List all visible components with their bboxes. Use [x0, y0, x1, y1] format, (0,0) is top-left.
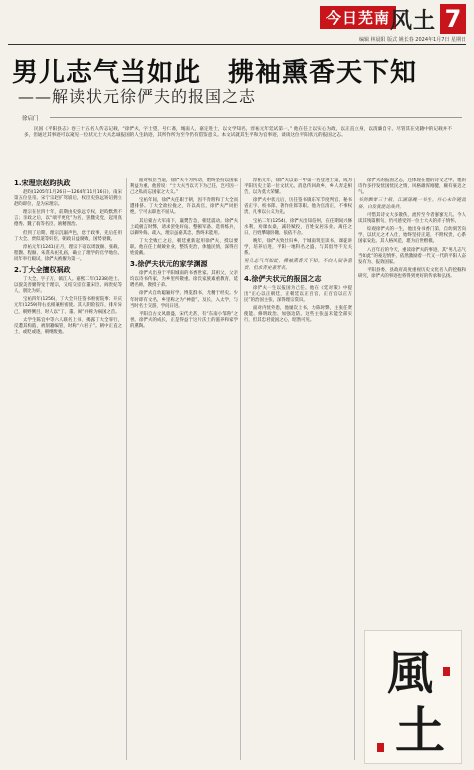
- paragraph: 淳祐元年(1241)正月，理宗下诏以周敦颐、张载、程颢、程颐、朱熹从祀孔庙，确立了理学的官学地位。同年举行殿试，徐俨夫被擢为第一。: [14, 244, 122, 262]
- lede-paragraph: 民国《平阳县志》卷三十五名人传志记载，“徐俨夫，字士望，号仁斋，城南人，嘉定进士，以文学知名，淳祐元年廷试第一。” 他在任上以实心为政，以正直立身，以清廉自守。尽管其在史籍中的记载并不多，但通过其事迹可以窥见一位状元士大夫忠诚报国的人生轨迹，其所作所为至今仍有借鉴意义。本文试就其生平和为官事迹，谈谈这位平阳状元的报国之志。: [24, 127, 452, 139]
- column-divider: [240, 178, 241, 760]
- column-2: [130, 178, 238, 760]
- poem-quote: [358, 198, 466, 211]
- paragraph: 宝祐四年(1256)，丁大全升任签书枢密院事；开庆元年(1259)拜右丞相兼枢密使。其人阴险狡诈，排斥异己，朝野侧目，时人以“丁、董、阎”并称为祸国之首。: [14, 297, 122, 315]
- paragraph: 晚年，徐俨夫致仕归乡，于城南筑室读书，课徒讲学，培养后进，平阳一地科名之盛，与其倡导不无关系。: [244, 238, 352, 257]
- paragraph: 平阳县委、县政府高度重视历史文化名人的挖掘和研究，徐俨夫的事迹也将得到更好的传承和弘扬。: [358, 267, 466, 279]
- paragraph: 徐俨夫自幼聪颖好学，博览群书，尤精于经史。少年时即有文名，乡里称之为“神童”。及长，入太学，与当时名士交游，学问日进。: [130, 291, 238, 309]
- section-heading: 1.宋理宗赵昀执政: [14, 179, 71, 187]
- paragraph: 淳祐元年，徐俨夫以第一甲第一名登进士第，成为平阳历史上第一位文状元。消息传回故乡，乡人奔走相告，以为莫大荣耀。: [244, 178, 352, 196]
- headline: 男儿志气当如此 拂袖熏香天下知: [12, 58, 418, 88]
- paragraph: 其后蒙古大军南下，襄樊告急，朝廷震动。徐俨夫上疏极言时弊，请求罢免奸佞、整顿军备、选将练兵，以御外侮。疏入，理宗虽嘉其忠，然终未能用。: [130, 218, 238, 236]
- paragraph: 面对内忧外患，他屡次上书，力陈时弊，主张任贤使能、修明政治、加强边防。这些主张虽未能全部实行，但其忠君爱国之心，昭然可见。: [244, 306, 352, 324]
- calligraphy-character: 土: [395, 701, 445, 760]
- paragraph: 但到了后期，理宗沉溺声色，怠于政事，先后任用丁大全、贾似道等奸臣，朝政日益腐败，国势衰微。: [14, 230, 122, 242]
- column-4: [358, 178, 466, 626]
- paragraph: 丁大全，字子万，镇江人。嘉熙二年(1238)进士。以貌美善媚得宠于理宗，又结交宦官董宋臣、阎贵妃等人，朋比为奸。: [14, 277, 122, 295]
- section-heading: 3.徐俨夫状元的家学渊源: [130, 260, 208, 269]
- paragraph: 太学生陈宜中等六人联名上书，揭露丁大全罪行，反遭其构陷，被削籍编管，时称“六君子”。朝中正直之士，或贬或逐，朝纲废弛。: [14, 317, 122, 335]
- brand-logo: 今日芜南: [320, 6, 396, 29]
- paragraph: 平阳自古文风鼎盛，宋代尤甚，有“东南小邹鲁”之誉。徐俨夫的成长，正是得益于这片沃土的滋养和家学的熏陶。: [130, 311, 238, 329]
- section-title: 风土: [389, 8, 436, 34]
- section-heading: 4.徐俨夫状元的报国之志: [244, 274, 322, 283]
- paragraph: 赵昀(1205年1月26日—1264年11月16日)，南宋第五位皇帝。宋宁宗赵扩驾崩后，权臣史弥远矫诏拥立赵昀即位，是为宋理宗。: [14, 190, 122, 208]
- page-number: 7: [440, 4, 466, 34]
- paragraph: 徐俨夫的报国之志，还体现在他的诗文之中。他的诗作多抒发忧国忧民之情，风格雄浑刚健，颇有豪迈之气。: [358, 178, 466, 196]
- poem-quote: [244, 259, 352, 272]
- calligraphy-character: 風: [387, 646, 433, 700]
- byline-rule: [50, 117, 462, 118]
- poem-text: 男儿志气当如此，拂袖熏香天下知。不向人间争富贵，但求青史著芳名。: [244, 259, 352, 271]
- column-3: [244, 178, 352, 760]
- paragraph: 八百年后的今天，重读徐俨夫的事迹，其“男儿志气当如此”的豪迈情怀，依然激励着一代又一代的平阳人奋发有为、报效国家。: [358, 247, 466, 265]
- paragraph: 徐俨夫一生以报国为己任。他在《廷对策》中提出“正心以正朝廷，正朝廷以正百官，正百官以正万民”的治国主张，深得理宗赏识。: [244, 285, 352, 304]
- column-divider: [126, 178, 127, 760]
- masthead: [256, 4, 466, 44]
- paragraph: 可惜其诗文大多散佚，流传至今者寥寥无几。今人读其残篇断句，仍可感受到一位士大夫的赤子情怀。: [358, 213, 466, 225]
- section-heading: 2.丁大全擅权祸政: [14, 266, 71, 275]
- masthead-meta: 编辑 林晨阳 版式 姚长春 2024年1月7日 星期日: [358, 37, 466, 43]
- paragraph: 徐俨夫出身于平阳城南的书香世家。其祖父、父亲均以诗书传家，为乡里所敬重。徐氏家族素重教育，延聘名师，教授子弟。: [130, 271, 238, 289]
- seal-stamp: [443, 667, 450, 676]
- byline: 徐启门: [22, 116, 39, 122]
- paragraph: 丁大全败亡之后，朝廷重新起用徐俨夫，授以要职。他在任上兢兢业业，整饬吏治，体恤民情，深得百姓爱戴。: [130, 238, 238, 257]
- paragraph: 徐俨夫中状元后，历任签书镇东军节度判官、秘书省正字、校书郎、著作佐郎等职。他为官清正，不事权贵，凡事以公义为先。: [244, 198, 352, 216]
- paragraph: 宝祐年间，徐俨夫任职于朝，因不肯附和丁大全而遭排挤。丁大全欲拉拢之，许以高官，徐俨夫严词拒绝，宁可去职也不屈从。: [130, 198, 238, 216]
- subheadline: ——解读状元徐俨夫的报国之志: [18, 87, 257, 106]
- column-1: [14, 178, 122, 760]
- column-divider: [354, 178, 355, 760]
- top-rule: [8, 44, 466, 45]
- paragraph: 综观徐俨夫的一生，他出身书香门第，自幼刻苦向学，以状元之才入仕，始终坚持正道，不附权贵，心系国家安危。其人格风范，堪为后世楷模。: [358, 227, 466, 245]
- paragraph: 宝祐二年(1254)，徐俨夫出知信州，在任期间兴修水利，劝课农桑，减轻赋役，百姓安居乐业。离任之日，百姓攀辕卧辙，依依不舍。: [244, 218, 352, 236]
- paragraph: 面对权臣当道，徐俨夫不为所动，始终坚持以国家利益为重。他曾说：“士大夫当以天下为己任，岂可因一己之私而忘国家之大义。”: [130, 178, 238, 196]
- poem-text: 书剑飘零三十载，江湖落魄一书生。丹心未许随流俗，白发犹能论战兵。: [358, 198, 466, 210]
- seal-stamp: [377, 743, 384, 752]
- calligraphy-artwork: [364, 630, 462, 764]
- paragraph: 理宗在位四十年，前期由史弥远专权，赵昀默然不言；亲政之后，以“端平更化”为名，罢黜史党，起用真德秀、魏了翁等名臣，励精图治。: [14, 210, 122, 228]
